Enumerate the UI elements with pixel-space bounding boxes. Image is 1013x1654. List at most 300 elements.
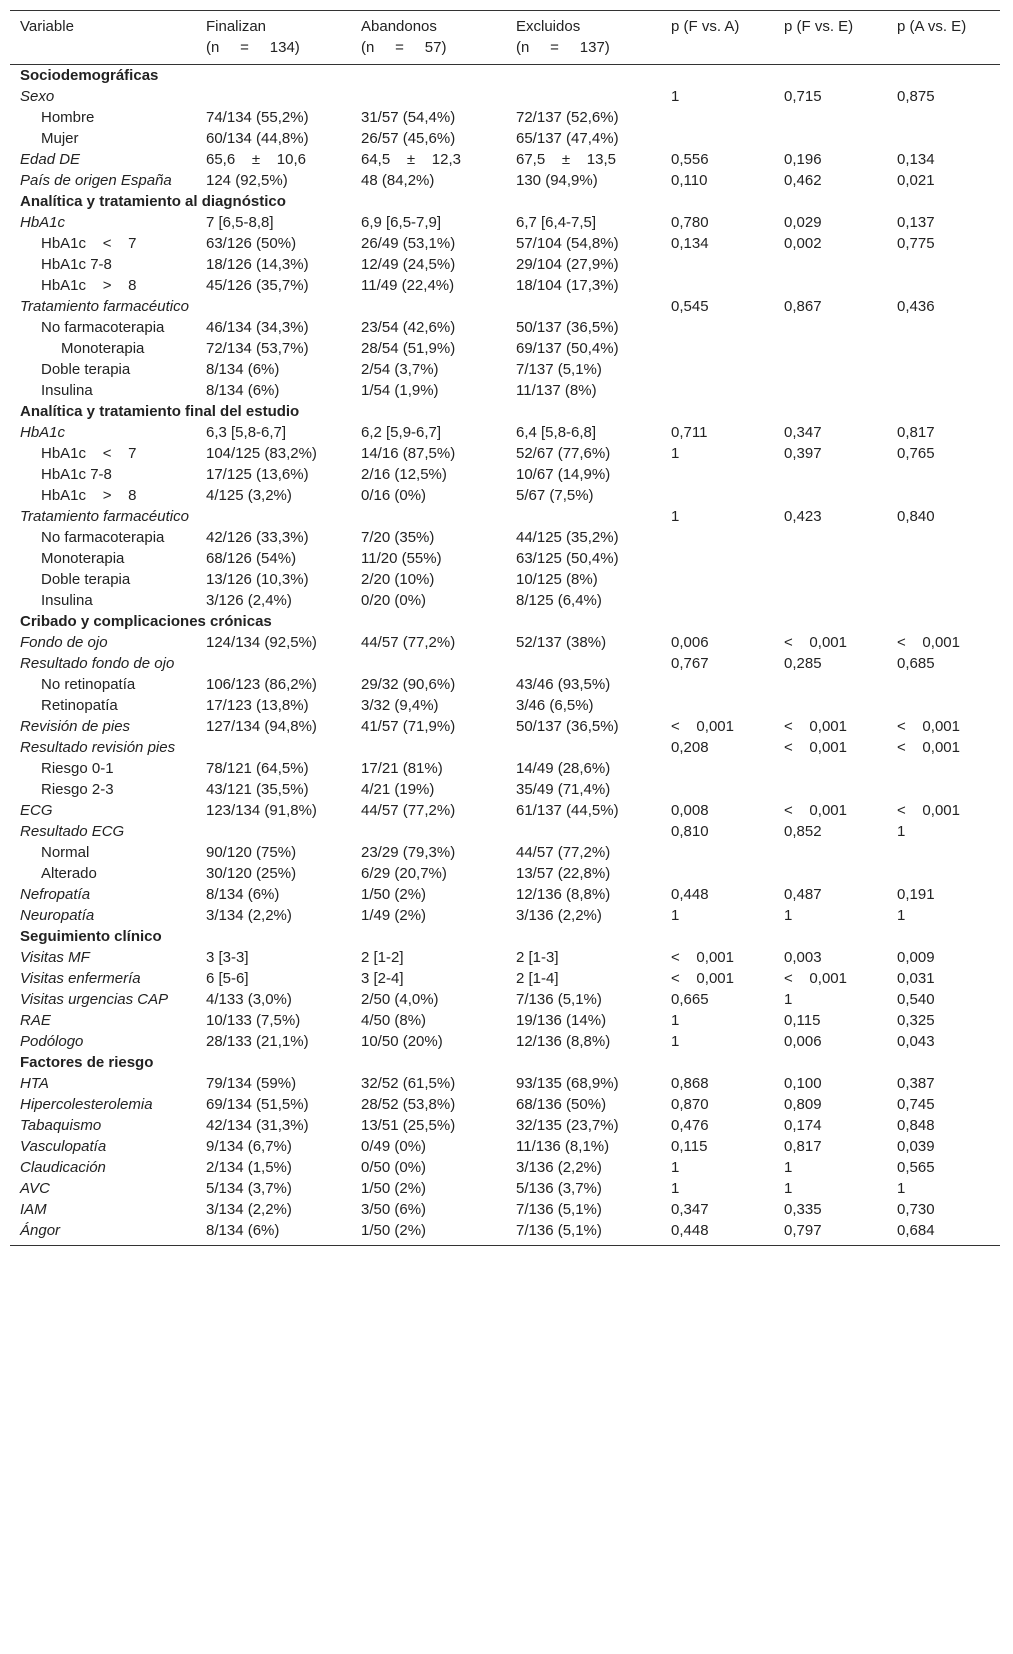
table-cell: 0,868	[671, 1075, 709, 1092]
table-cell: 0,684	[897, 1222, 935, 1239]
row-label: HbA1c	[20, 214, 66, 231]
table-cell: 67,5 ± 13,5	[516, 151, 616, 168]
row-label: Vasculopatía	[20, 1138, 107, 1155]
row-label: IAM	[20, 1201, 47, 1218]
table-cell	[774, 863, 887, 884]
table-header-row	[10, 11, 1000, 65]
table-row	[10, 422, 1000, 443]
row-label: HbA1c	[20, 424, 66, 441]
row-label: Riesgo 0-1	[41, 760, 114, 777]
row-label: Visitas MF	[20, 949, 90, 966]
row-label: Hipercolesterolemia	[20, 1096, 153, 1113]
table-cell: 1/54 (1,9%)	[361, 382, 439, 399]
table-cell: 0,780	[671, 214, 709, 231]
table-cell: 10/133 (7,5%)	[206, 1012, 301, 1029]
table-cell: 1/50 (2%)	[361, 1222, 427, 1239]
table-cell: 2 [1-3]	[516, 949, 559, 966]
table-cell	[506, 86, 661, 107]
row-label: Retinopatía	[41, 697, 118, 714]
table-cell: 68/126 (54%)	[206, 550, 297, 567]
table-cell: 42/126 (33,3%)	[206, 529, 309, 546]
table-cell: 28/133 (21,1%)	[206, 1033, 309, 1050]
table-cell: 68/136 (50%)	[516, 1096, 607, 1113]
section-title: Factores de riesgo	[20, 1054, 154, 1071]
table-row	[10, 737, 1000, 758]
table-cell	[661, 590, 774, 611]
table-cell: 31/57 (54,4%)	[361, 109, 456, 126]
table-cell: 63/126 (50%)	[206, 235, 297, 252]
table-cell: 5/134 (3,7%)	[206, 1180, 292, 1197]
table-cell: 124 (92,5%)	[206, 172, 288, 189]
table-cell: 1	[671, 1159, 680, 1176]
table-row	[10, 590, 1000, 611]
table-cell	[774, 590, 887, 611]
table-cell: 1	[897, 823, 906, 840]
row-label: Insulina	[41, 592, 93, 609]
table-row	[10, 632, 1000, 653]
table-body	[10, 65, 1000, 1246]
table-cell: 0,556	[671, 151, 709, 168]
row-label: Insulina	[41, 382, 93, 399]
section-header-row	[10, 191, 1000, 212]
table-cell	[887, 275, 1000, 296]
table-cell: 0,565	[897, 1159, 935, 1176]
table-cell	[661, 107, 774, 128]
table-cell	[887, 107, 1000, 128]
table-cell: 3/136 (2,2%)	[516, 1159, 602, 1176]
row-label: Nefropatía	[20, 886, 91, 903]
row-label: Doble terapia	[41, 361, 131, 378]
table-row	[10, 1010, 1000, 1031]
table-cell: 0,809	[784, 1096, 822, 1113]
table-cell: 0/49 (0%)	[361, 1138, 427, 1155]
table-row	[10, 380, 1000, 401]
table-cell: 12/49 (24,5%)	[361, 256, 456, 273]
table-cell: 4/133 (3,0%)	[206, 991, 292, 1008]
table-cell: 0,002	[784, 235, 822, 252]
table-cell: 90/120 (75%)	[206, 844, 297, 861]
table-cell: 32/52 (61,5%)	[361, 1075, 456, 1092]
table-cell: 8/134 (6%)	[206, 1222, 280, 1239]
table-row	[10, 212, 1000, 233]
table-cell: 23/54 (42,6%)	[361, 319, 456, 336]
table-cell: 0,043	[897, 1033, 935, 1050]
table-row	[10, 653, 1000, 674]
table-cell	[887, 695, 1000, 716]
row-label: Sexo	[20, 88, 55, 105]
table-cell	[661, 275, 774, 296]
table-cell: < 0,001	[897, 739, 960, 756]
table-cell: 0,476	[671, 1117, 709, 1134]
table-row	[10, 989, 1000, 1010]
table-cell: 0,875	[897, 88, 935, 105]
table-cell: < 0,001	[784, 718, 847, 735]
table-cell: 42/134 (31,3%)	[206, 1117, 309, 1134]
row-label: AVC	[20, 1180, 51, 1197]
table-cell: 0,767	[671, 655, 709, 672]
table-cell: 6,7 [6,4-7,5]	[516, 214, 597, 231]
table-cell: < 0,001	[897, 718, 960, 735]
table-cell: 2/50 (4,0%)	[361, 991, 439, 1008]
table-cell	[661, 548, 774, 569]
table-cell: 1	[784, 907, 793, 924]
table-cell: 1	[897, 907, 906, 924]
table-cell	[774, 464, 887, 485]
table-cell: 28/52 (53,8%)	[361, 1096, 456, 1113]
table-cell: 0,810	[671, 823, 709, 840]
table-cell	[774, 779, 887, 800]
table-cell: 50/137 (36,5%)	[516, 718, 619, 735]
table-row	[10, 128, 1000, 149]
row-label: HbA1c > 8	[41, 277, 137, 294]
table-row	[10, 947, 1000, 968]
header-variable: Variable	[20, 18, 74, 35]
table-cell: 0,765	[897, 445, 935, 462]
table-cell: 3/126 (2,4%)	[206, 592, 292, 609]
row-label: Resultado ECG	[20, 823, 125, 840]
header-abandonos: Abandonos (n = 57)	[361, 18, 447, 56]
comparison-table	[10, 10, 1000, 1246]
table-cell	[887, 779, 1000, 800]
table-row	[10, 170, 1000, 191]
table-cell: 14/49 (28,6%)	[516, 760, 611, 777]
table-cell: 4/125 (3,2%)	[206, 487, 292, 504]
table-cell: 1/50 (2%)	[361, 886, 427, 903]
table-cell: 0,730	[897, 1201, 935, 1218]
table-cell	[661, 317, 774, 338]
table-row	[10, 485, 1000, 506]
row-label: Hombre	[41, 109, 95, 126]
section-title: Analítica y tratamiento al diagnóstico	[20, 193, 286, 210]
table-cell: 0,006	[784, 1033, 822, 1050]
table-cell	[661, 758, 774, 779]
table-cell: < 0,001	[784, 802, 847, 819]
table-cell: 0,665	[671, 991, 709, 1008]
table-cell	[887, 548, 1000, 569]
table-cell: 50/137 (36,5%)	[516, 319, 619, 336]
table-row	[10, 86, 1000, 107]
table-row	[10, 296, 1000, 317]
table-cell: 130 (94,9%)	[516, 172, 598, 189]
table-cell: 0/50 (0%)	[361, 1159, 427, 1176]
table-cell: 0/20 (0%)	[361, 592, 427, 609]
table-cell: 0,110	[671, 172, 708, 189]
table-cell: 0,487	[784, 886, 822, 903]
table-cell: 11/20 (55%)	[361, 550, 442, 567]
table-cell: 4/50 (8%)	[361, 1012, 427, 1029]
table-cell: 14/16 (87,5%)	[361, 445, 456, 462]
table-cell: 0/16 (0%)	[361, 487, 427, 504]
table-cell: 6,9 [6,5-7,9]	[361, 214, 442, 231]
table-cell	[661, 485, 774, 506]
row-label: Fondo de ojo	[20, 634, 108, 651]
table-cell: 7/136 (5,1%)	[516, 1222, 602, 1239]
table-row	[10, 527, 1000, 548]
table-cell: 43/46 (93,5%)	[516, 676, 611, 693]
table-cell: 0,817	[784, 1138, 822, 1155]
table-cell: 6/29 (20,7%)	[361, 865, 447, 882]
table-cell	[661, 674, 774, 695]
section-header-row	[10, 611, 1000, 632]
section-title: Cribado y complicaciones crónicas	[20, 613, 272, 630]
table-cell	[661, 359, 774, 380]
table-cell: 7 [6,5-8,8]	[206, 214, 274, 231]
table-cell: 1	[671, 445, 680, 462]
table-cell: 0,711	[671, 424, 708, 441]
table-cell: 0,423	[784, 508, 822, 525]
table-cell: 6,3 [5,8-6,7]	[206, 424, 287, 441]
table-cell: < 0,001	[784, 634, 847, 651]
row-label: RAE	[20, 1012, 51, 1029]
table-cell: 69/137 (50,4%)	[516, 340, 619, 357]
table-cell: 0,540	[897, 991, 935, 1008]
table-cell: 0,115	[671, 1138, 708, 1155]
row-label: Tabaquismo	[20, 1117, 102, 1134]
row-label: Normal	[41, 844, 90, 861]
row-label: Tratamiento farmacéutico	[20, 508, 189, 525]
table-row	[10, 275, 1000, 296]
table-row	[10, 506, 1000, 527]
table-cell: 18/126 (14,3%)	[206, 256, 309, 273]
row-label: País de origen España	[20, 172, 172, 189]
table-cell: 124/134 (92,5%)	[206, 634, 317, 651]
section-title: Analítica y tratamiento final del estudio	[20, 403, 300, 420]
row-label: Tratamiento farmacéutico	[20, 298, 189, 315]
table-cell: 0,008	[671, 802, 709, 819]
table-cell: 6 [5-6]	[206, 970, 249, 987]
table-cell	[774, 842, 887, 863]
table-cell: 0,134	[671, 235, 709, 252]
table-cell: 79/134 (59%)	[206, 1075, 297, 1092]
table-cell: 0,448	[671, 886, 709, 903]
table-row	[10, 968, 1000, 989]
table-cell: 3 [2-4]	[361, 970, 404, 987]
table-cell: 6,4 [5,8-6,8]	[516, 424, 597, 441]
table-row	[10, 716, 1000, 737]
header-p-f-vs-a: p (F vs. A)	[671, 18, 740, 35]
row-label: HbA1c < 7	[41, 235, 137, 252]
section-header-row	[10, 401, 1000, 422]
table-cell: 44/125 (35,2%)	[516, 529, 619, 546]
table-cell: 65,6 ± 10,6	[206, 151, 306, 168]
table-cell: 17/21 (81%)	[361, 760, 443, 777]
table-cell	[661, 863, 774, 884]
table-cell: < 0,001	[897, 634, 960, 651]
table-cell: 72/137 (52,6%)	[516, 109, 619, 126]
row-label: Resultado revisión pies	[20, 739, 176, 756]
table-cell: 13/57 (22,8%)	[516, 865, 611, 882]
table-cell: 2/20 (10%)	[361, 571, 435, 588]
table-cell: 18/104 (17,3%)	[516, 277, 619, 294]
table-cell: 0,852	[784, 823, 822, 840]
table-cell: 29/104 (27,9%)	[516, 256, 619, 273]
table-cell: 57/104 (54,8%)	[516, 235, 619, 252]
table-cell: 0,191	[897, 886, 935, 903]
table-cell: 44/57 (77,2%)	[361, 634, 456, 651]
table-row	[10, 1157, 1000, 1178]
table-cell: 3/46 (6,5%)	[516, 697, 594, 714]
table-cell: 28/54 (51,9%)	[361, 340, 456, 357]
table-row	[10, 1136, 1000, 1157]
table-cell: < 0,001	[784, 970, 847, 987]
table-cell: 26/49 (53,1%)	[361, 235, 456, 252]
table-cell: 52/137 (38%)	[516, 634, 607, 651]
table-cell: 3/134 (2,2%)	[206, 1201, 292, 1218]
row-label: Edad DE	[20, 151, 81, 168]
row-label: ECG	[20, 802, 53, 819]
table-cell	[196, 506, 351, 527]
table-cell	[887, 863, 1000, 884]
table-row	[10, 1199, 1000, 1220]
table-cell: 65/137 (47,4%)	[516, 130, 619, 147]
table-row	[10, 1031, 1000, 1052]
table-cell: 64,5 ± 12,3	[361, 151, 461, 168]
row-label: HbA1c < 7	[41, 445, 137, 462]
table-cell	[661, 464, 774, 485]
table-cell	[774, 548, 887, 569]
table-cell: 0,870	[671, 1096, 709, 1113]
table-cell: 48 (84,2%)	[361, 172, 435, 189]
table-cell: 0,817	[897, 424, 935, 441]
table-cell: 2 [1-4]	[516, 970, 559, 987]
table-cell: 69/134 (51,5%)	[206, 1096, 309, 1113]
table-row	[10, 1178, 1000, 1199]
table-cell: 3/32 (9,4%)	[361, 697, 439, 714]
table-row	[10, 1115, 1000, 1136]
table-cell: 0,174	[784, 1117, 822, 1134]
section-header-row	[10, 65, 1000, 87]
row-label: Podólogo	[20, 1033, 84, 1050]
header-excluidos: Excluidos (n = 137)	[516, 18, 610, 56]
table-cell	[351, 506, 506, 527]
table-cell: 13/51 (25,5%)	[361, 1117, 456, 1134]
table-cell: 104/125 (83,2%)	[206, 445, 317, 462]
table-row	[10, 800, 1000, 821]
table-cell: 1	[671, 907, 680, 924]
table-cell: 12/136 (8,8%)	[516, 886, 611, 903]
table-cell: 13/126 (10,3%)	[206, 571, 309, 588]
table-cell: 0,100	[784, 1075, 822, 1092]
table-cell: 41/57 (71,9%)	[361, 718, 456, 735]
table-cell: 0,797	[784, 1222, 822, 1239]
row-label: Monoterapia	[61, 340, 145, 357]
table-cell: 17/125 (13,6%)	[206, 466, 309, 483]
table-cell: 46/134 (34,3%)	[206, 319, 309, 336]
table-cell: 0,448	[671, 1222, 709, 1239]
table-cell	[661, 380, 774, 401]
table-cell: 0,347	[784, 424, 822, 441]
row-label: No farmacoterapia	[41, 319, 165, 336]
table-cell	[887, 338, 1000, 359]
table-cell: 1	[897, 1180, 906, 1197]
row-label: Doble terapia	[41, 571, 131, 588]
table-cell: 8/134 (6%)	[206, 382, 280, 399]
table-cell	[887, 254, 1000, 275]
table-cell: 0,715	[784, 88, 822, 105]
table-cell: 0,545	[671, 298, 709, 315]
table-cell: 9/134 (6,7%)	[206, 1138, 292, 1155]
table-cell: 26/57 (45,6%)	[361, 130, 456, 147]
table-cell	[506, 653, 661, 674]
table-cell	[196, 821, 351, 842]
table-cell	[774, 128, 887, 149]
row-label: Alterado	[41, 865, 97, 882]
table-cell: 1	[671, 508, 680, 525]
table-row	[10, 359, 1000, 380]
table-cell: 0,009	[897, 949, 935, 966]
table-row	[10, 1094, 1000, 1115]
table-cell: 61/137 (44,5%)	[516, 802, 619, 819]
table-cell: 63/125 (50,4%)	[516, 550, 619, 567]
table-cell	[774, 317, 887, 338]
table-row	[10, 884, 1000, 905]
row-label: Claudicación	[20, 1159, 106, 1176]
table-cell	[774, 380, 887, 401]
table-cell: 0,347	[671, 1201, 709, 1218]
table-row	[10, 317, 1000, 338]
row-label: Visitas enfermería	[20, 970, 141, 987]
table-row	[10, 1220, 1000, 1246]
table-cell	[506, 506, 661, 527]
table-row	[10, 779, 1000, 800]
section-header-row	[10, 926, 1000, 947]
table-cell: 1	[671, 1033, 680, 1050]
table-cell: 43/121 (35,5%)	[206, 781, 309, 798]
table-cell	[351, 86, 506, 107]
table-cell: 1	[671, 1180, 680, 1197]
table-cell	[196, 737, 351, 758]
table-cell	[774, 758, 887, 779]
table-cell: 78/121 (64,5%)	[206, 760, 309, 777]
header-p-a-vs-e: p (A vs. E)	[897, 18, 967, 35]
table-cell: 0,685	[897, 655, 935, 672]
table-cell	[506, 737, 661, 758]
table-cell: 0,196	[784, 151, 822, 168]
table-cell: 12/136 (8,8%)	[516, 1033, 611, 1050]
table-cell: 3/134 (2,2%)	[206, 907, 292, 924]
section-title: Sociodemográficas	[20, 67, 159, 84]
table-cell: 23/29 (79,3%)	[361, 844, 456, 861]
table-cell: < 0,001	[671, 970, 734, 987]
table-cell: 17/123 (13,8%)	[206, 697, 309, 714]
table-cell	[774, 338, 887, 359]
row-label: No farmacoterapia	[41, 529, 165, 546]
section-header-row	[10, 1052, 1000, 1073]
table-cell	[506, 821, 661, 842]
header-finalizan: Finalizan (n = 134)	[206, 18, 300, 56]
table-row	[10, 464, 1000, 485]
table-cell: 0,115	[784, 1012, 821, 1029]
table-cell: 2/54 (3,7%)	[361, 361, 439, 378]
table-cell: 0,745	[897, 1096, 935, 1113]
table-cell: 106/123 (86,2%)	[206, 676, 317, 693]
table-cell: 2 [1-2]	[361, 949, 404, 966]
table-cell	[196, 296, 351, 317]
table-cell	[887, 485, 1000, 506]
table-cell	[887, 128, 1000, 149]
table-cell: 1	[784, 1159, 793, 1176]
table-cell: 0,021	[897, 172, 935, 189]
table-cell: 72/134 (53,7%)	[206, 340, 309, 357]
table-cell	[774, 359, 887, 380]
table-cell: 1	[671, 88, 680, 105]
table-row	[10, 338, 1000, 359]
table-cell: 5/67 (7,5%)	[516, 487, 594, 504]
table-cell	[887, 527, 1000, 548]
table-cell: 52/67 (77,6%)	[516, 445, 611, 462]
table-cell	[774, 569, 887, 590]
table-cell: 0,462	[784, 172, 822, 189]
